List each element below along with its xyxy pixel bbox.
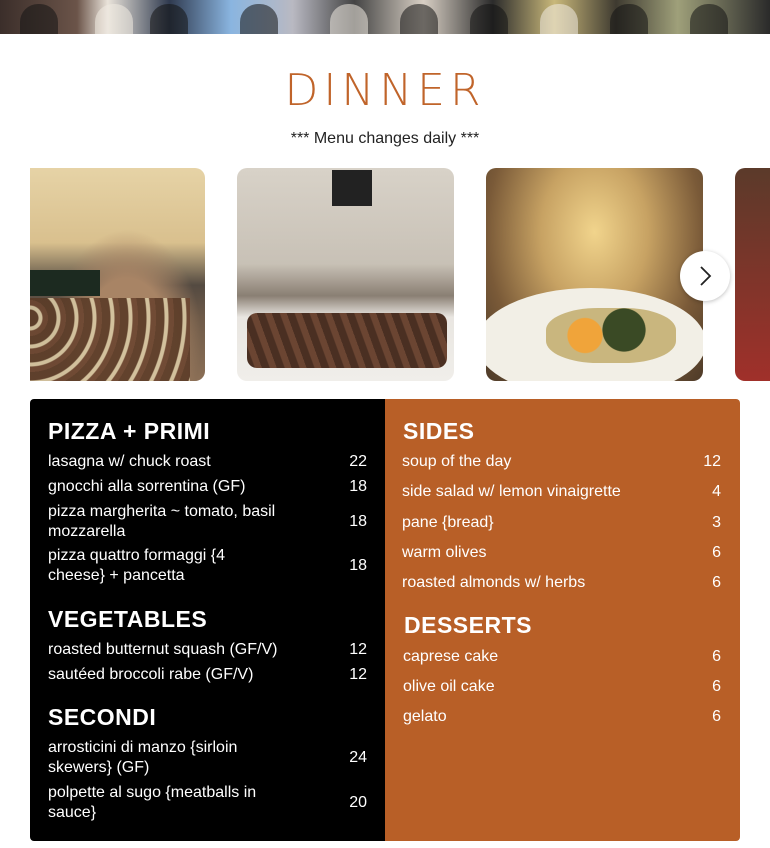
menu-item: [48, 452, 367, 472]
section-title-secondi: SECONDI: [48, 704, 157, 730]
carousel-slide-meatballs-tray[interactable]: [30, 168, 205, 381]
item-name: gnocchi alla sorrentina (GF): [48, 478, 246, 495]
section-title-vegetables: VEGETABLES: [48, 606, 208, 632]
item-price: 12: [349, 666, 367, 683]
item-name: gelato: [403, 708, 447, 725]
menu-item: [402, 543, 721, 563]
carousel-slide-partial[interactable]: [735, 168, 770, 381]
carousel-next-button[interactable]: [680, 251, 730, 301]
menu-item: [402, 482, 721, 502]
item-price: 4: [712, 483, 721, 500]
menu-item: [402, 452, 721, 472]
carousel-slide-skewers[interactable]: [237, 168, 454, 381]
item-name: warm olives: [402, 544, 487, 561]
item-price: 6: [712, 678, 721, 695]
item-name: roasted butternut squash (GF/V): [48, 641, 278, 658]
item-name: soup of the day: [402, 453, 512, 470]
item-price: 18: [349, 478, 367, 495]
photo-carousel[interactable]: [30, 168, 770, 382]
menu-item: [403, 707, 721, 727]
item-price: 18: [349, 557, 367, 574]
item-name: roasted almonds w/ herbs: [402, 574, 586, 591]
item-name: side salad w/ lemon vinaigrette: [402, 483, 621, 500]
item-price: 6: [712, 544, 721, 561]
hero-photo: [0, 0, 770, 34]
item-price: 3: [712, 514, 721, 531]
item-name: arrosticini di manzo {sirloin skewers} (GF): [48, 739, 238, 776]
item-name: pizza quattro formaggi {4 cheese} + pancetta: [48, 547, 225, 584]
item-price: 12: [703, 453, 721, 470]
section-title-sides: SIDES: [403, 418, 475, 444]
item-name: olive oil cake: [403, 678, 495, 695]
menu-item: [403, 677, 721, 697]
item-price: 6: [712, 648, 721, 665]
menu-title-wrap: [0, 65, 770, 116]
item-price: 20: [349, 794, 367, 811]
menu-item: [48, 665, 367, 685]
menu-item: [48, 477, 367, 497]
menu-panel-right: [385, 399, 740, 841]
item-name: sautéed broccoli rabe (GF/V): [48, 666, 254, 683]
item-price: 12: [349, 641, 367, 658]
menu-item: [48, 502, 367, 542]
chevron-right-icon: [697, 265, 713, 287]
item-name: caprese cake: [403, 648, 499, 665]
menu-item: [48, 640, 367, 660]
item-name: pizza margherita ~ tomato, basil mozzarella: [48, 503, 276, 540]
menu-item: [403, 647, 721, 667]
menu-title: DINNER: [284, 65, 486, 116]
item-price: 22: [349, 453, 367, 470]
menu-panel-left: [30, 399, 385, 841]
item-name: polpette al sugo {meatballs in sauce}: [48, 784, 257, 821]
carousel-slide-plated-dish[interactable]: [486, 168, 703, 381]
section-title-desserts: DESSERTS: [404, 612, 532, 638]
item-price: 6: [712, 708, 721, 725]
menu-item: [402, 573, 721, 593]
item-price: 6: [712, 574, 721, 591]
item-name: lasagna w/ chuck roast: [48, 453, 211, 470]
item-name: pane {bread}: [402, 514, 494, 531]
menu-subtitle: *** Menu changes daily ***: [290, 130, 480, 147]
item-price: 18: [349, 513, 367, 530]
item-price: 24: [349, 749, 367, 766]
menu-item: [48, 783, 367, 823]
menu-item: [48, 738, 367, 778]
menu-item: [48, 546, 367, 586]
section-title-pizza-primi: PIZZA + PRIMI: [48, 418, 211, 444]
menu-item: [402, 513, 721, 533]
